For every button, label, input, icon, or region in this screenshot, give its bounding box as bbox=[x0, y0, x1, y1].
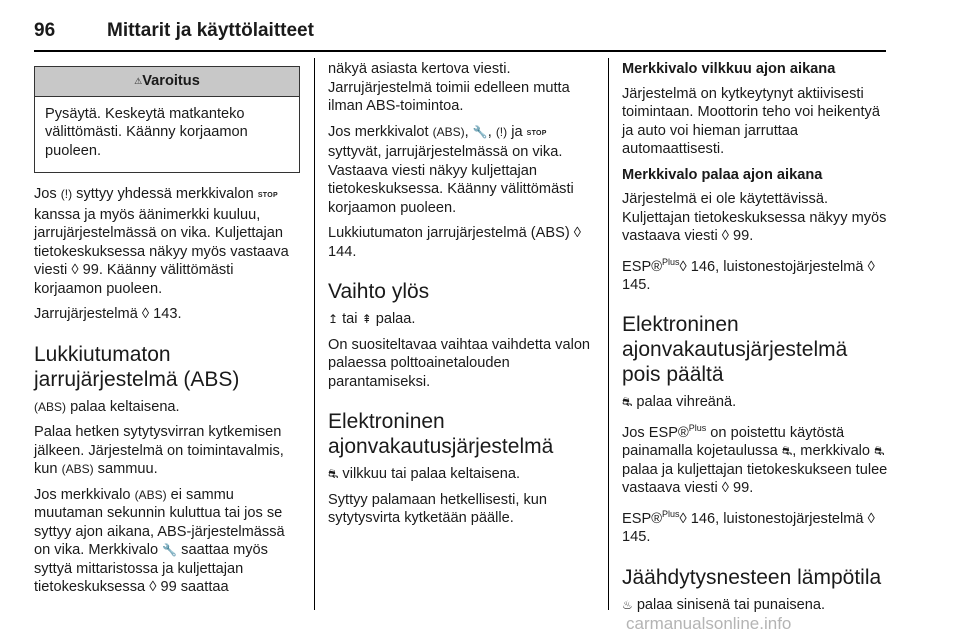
ref-arrow-icon: ◊ bbox=[867, 510, 875, 527]
ref-arrow-icon: ◊ bbox=[141, 306, 150, 322]
wrench-icon: 🔧 bbox=[472, 124, 488, 139]
watermark: carmanualsonline.info bbox=[626, 614, 792, 633]
heading-esc-off: Elektroninen ajonvakautusjärjestelmä pois päältä bbox=[622, 313, 848, 387]
paragraph: Jarrujärjestelmä ◊ 143. bbox=[34, 306, 182, 322]
warning-header bbox=[35, 67, 299, 97]
warning-label: Varoitus bbox=[142, 73, 200, 89]
paragraph: ↥ tai ⇞ palaa. bbox=[328, 311, 416, 327]
ref-arrow-icon: ◊ bbox=[721, 480, 729, 497]
paragraph: Syttyy palamaan hetkellisesti, kun sytytysvirta kytketään päälle. bbox=[328, 491, 548, 526]
coolant-temperature-icon: ♨ bbox=[622, 597, 633, 612]
stop-icon: STOP bbox=[526, 129, 547, 137]
heading-esc: Elektroninen ajonvakautusjärjestelmä bbox=[328, 410, 554, 458]
paragraph: Jos (!) syttyy yhdessä merkkivalon STOP kanssa ja myös äänimerkki kuuluu, jarrujärjestelmässä on vika. Kuljettajan tietokeskuksessa näkyy myös vastaava viesti ◊ 99. Käänny välittömästi korjaamon puoleen. bbox=[34, 186, 289, 297]
paragraph: (ABS) palaa keltaisena. bbox=[34, 398, 180, 415]
column-divider-2 bbox=[608, 58, 609, 610]
paragraph: Jos ESP®$^{Plus}$ on poistettu käytöstä painamalla kojetaulussa ⛐, merkkivalo ⛐ palaa ja kuljettajan tietokeskukseen tulee vastaava viesti ◊ 99. bbox=[622, 422, 888, 497]
warning-text: Pysäytä. Keskeytä matkanteko välittömästi. Käänny korjaamon puoleen. bbox=[45, 105, 248, 159]
paragraph: Jos merkkivalot (ABS), 🔧, (!) ja STOP syttyvät, jarrujärjestelmässä on vika. Vastaava viesti näkyy kuljettajan tietokeskuksessa. Käänny välittömästi korjaamon puoleen. bbox=[328, 123, 574, 216]
abs-icon: (ABS) bbox=[432, 124, 465, 139]
column-1 bbox=[34, 66, 300, 604]
esc-off-icon: ⛐ bbox=[781, 444, 793, 459]
warning-triangle-icon: ⚠ bbox=[134, 76, 143, 86]
warning-box bbox=[34, 66, 300, 173]
abs-icon: (ABS) bbox=[61, 462, 94, 476]
abs-icon: (ABS) bbox=[34, 399, 67, 414]
header-rule bbox=[34, 50, 886, 52]
paragraph: Lukkiutumaton jarrujärjestelmä (ABS) ◊ 144. bbox=[328, 225, 581, 260]
column-3 bbox=[622, 60, 888, 621]
paragraph: Järjestelmä ei ole käytettävissä. Kuljettajan tietokeskuksessa näkyy myös vastaava viesti ◊ 99. bbox=[622, 191, 887, 244]
page-title: Mittarit ja käyttölaitteet bbox=[107, 20, 314, 41]
esc-icon: ⛐ bbox=[328, 467, 339, 481]
paragraph: ⛐ palaa vihreänä. bbox=[622, 394, 737, 411]
paragraph: Palaa hetken sytytysvirran kytkemisen jälkeen. Järjestelmä on toimintavalmis, kun (ABS) sammuu. bbox=[34, 424, 284, 477]
paragraph: On suositeltavaa vaihtaa vaihdetta valon palaessa polttoainetalouden parantamiseksi. bbox=[328, 336, 591, 390]
heading-lit: Merkkivalo palaa ajon aikana bbox=[622, 166, 823, 183]
page-header bbox=[0, 0, 960, 54]
paragraph: Jos merkkivalo (ABS) ei sammu muutaman sekunnin kuluttua tai jos se syttyy ajon aikana, ABS-järjestelmässä on vika. Merkkivalo 🔧 saattaa myös syttyä mittaristossa ja kuljettajan tietokeskuksessa ◊ 99 saattaa bbox=[34, 486, 285, 595]
ref-arrow-icon: ◊ bbox=[867, 258, 875, 275]
brake-warning-icon: (!) bbox=[495, 124, 508, 139]
esc-off-icon: ⛐ bbox=[874, 444, 885, 459]
paragraph: ♨ palaa sinisenä tai punaisena. bbox=[622, 596, 826, 613]
stop-icon: STOP bbox=[257, 192, 278, 199]
heading-abs: Lukkiutumaton jarrujärjestelmä (ABS) bbox=[34, 342, 240, 391]
ref-arrow-icon: ◊ bbox=[679, 510, 687, 527]
ref-arrow-icon: ◊ bbox=[149, 579, 157, 595]
page-number: 96 bbox=[34, 20, 56, 41]
paragraph: ESP®$^{Plus}$◊ 146, luistonestojärjestelmä ◊ 145. bbox=[622, 508, 875, 546]
wrench-icon: 🔧 bbox=[162, 543, 178, 557]
column-2 bbox=[328, 60, 596, 535]
heading-flashing: Merkkivalo vilkkuu ajon aikana bbox=[622, 61, 836, 77]
ref-arrow-icon: ◊ bbox=[71, 262, 79, 278]
heading-shift-up: Vaihto ylös bbox=[328, 280, 430, 303]
shift-up-icon: ↥ bbox=[328, 312, 339, 326]
paragraph: Järjestelmä on kytkeytynyt aktiivisesti toimintaan. Moottorin teho voi heikentyä ja auto voi hieman jarruttaa automaattisesti. bbox=[622, 85, 880, 157]
ref-arrow-icon: ◊ bbox=[721, 228, 729, 244]
paragraph: ⛐ vilkkuu tai palaa keltaisena. bbox=[328, 466, 521, 482]
esc-off-icon: ⛐ bbox=[622, 395, 633, 410]
brake-warning-icon: (!) bbox=[60, 187, 73, 201]
shift-up-double-icon: ⇞ bbox=[361, 312, 372, 326]
paragraph: ESP®$^{Plus}$◊ 146, luistonestojärjestelmä ◊ 145. bbox=[622, 256, 875, 293]
paragraph: näkyä asiasta kertova viesti. Jarrujärjestelmä toimii edelleen mutta ilman ABS-toimintoa. bbox=[328, 61, 570, 114]
column-divider-1 bbox=[314, 58, 315, 610]
abs-icon: (ABS) bbox=[134, 487, 167, 502]
ref-arrow-icon: ◊ bbox=[573, 225, 581, 241]
heading-coolant: Jäähdytysnesteen lämpötila bbox=[622, 565, 882, 589]
ref-arrow-icon: ◊ bbox=[679, 258, 687, 275]
